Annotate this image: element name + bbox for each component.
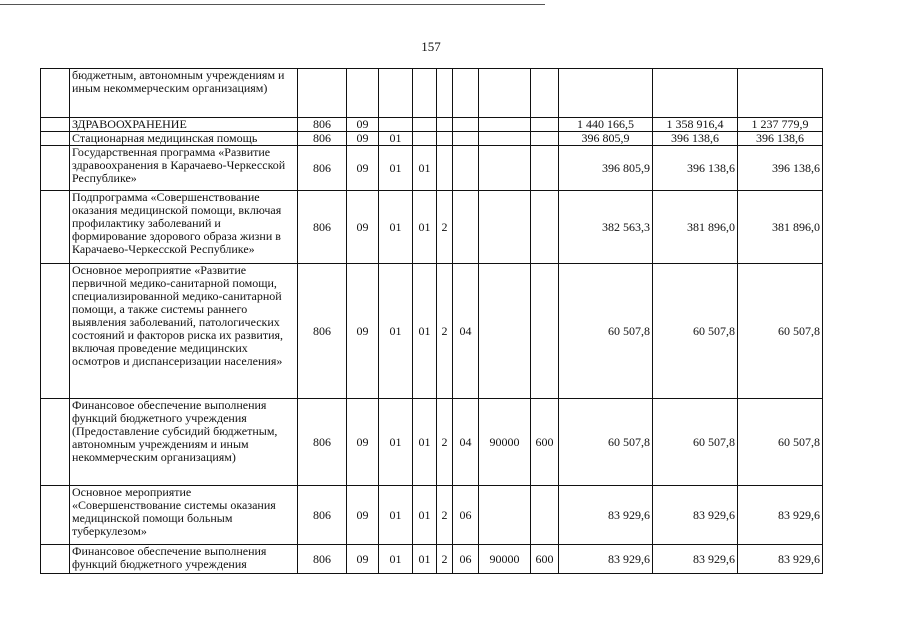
program-code-cell: 01 <box>413 399 437 486</box>
direction-code-cell <box>479 69 531 118</box>
section-code-cell: 09 <box>347 545 379 574</box>
expense-type-code-cell <box>531 118 559 132</box>
table-row <box>41 118 823 132</box>
amount-year-2-cell: 396 138,6 <box>653 146 738 191</box>
item-name-cell: Финансовое обеспечение выполнения функций бюджетного учреждения (Предоставление субсидий бюджетным, автономным учреждениям и иным некоммерческим организациям) <box>70 399 298 486</box>
event-code-cell <box>453 118 479 132</box>
expense-type-code-cell: 600 <box>531 399 559 486</box>
amount-year-1-cell: 60 507,8 <box>559 399 653 486</box>
row-marker-cell <box>41 118 70 132</box>
amount-year-3-cell <box>738 69 823 118</box>
expense-type-code-cell <box>531 486 559 545</box>
section-code-cell: 09 <box>347 118 379 132</box>
amount-year-1-cell: 382 563,3 <box>559 191 653 264</box>
table-row <box>41 132 823 146</box>
subsection-code-cell: 01 <box>379 264 413 399</box>
amount-year-2-cell <box>653 69 738 118</box>
page-number: 157 <box>421 39 441 54</box>
subprogram-code-cell <box>437 69 453 118</box>
program-code-cell: 01 <box>413 191 437 264</box>
event-code-cell: 06 <box>453 486 479 545</box>
gr-code-cell: 806 <box>298 399 347 486</box>
amount-year-3-cell: 396 138,6 <box>738 132 823 146</box>
event-code-cell: 04 <box>453 399 479 486</box>
amount-year-2-cell: 1 358 916,4 <box>653 118 738 132</box>
subprogram-code-cell <box>437 118 453 132</box>
section-code-cell: 09 <box>347 264 379 399</box>
gr-code-cell: 806 <box>298 191 347 264</box>
amount-year-1-cell: 83 929,6 <box>559 545 653 574</box>
amount-year-3-cell: 1 237 779,9 <box>738 118 823 132</box>
event-code-cell: 06 <box>453 545 479 574</box>
amount-year-2-cell: 396 138,6 <box>653 132 738 146</box>
table-row <box>41 545 823 574</box>
amount-year-2-cell: 60 507,8 <box>653 264 738 399</box>
item-name-cell: Финансовое обеспечение выполнения функций бюджетного учреждения <box>70 545 298 574</box>
program-code-cell: 01 <box>413 545 437 574</box>
program-code-cell: 01 <box>413 486 437 545</box>
direction-code-cell <box>479 146 531 191</box>
item-name-cell: бюджетным, автономным учреждениям и иным некоммерческим организациям) <box>70 69 298 118</box>
amount-year-1-cell: 1 440 166,5 <box>559 118 653 132</box>
gr-code-cell: 806 <box>298 264 347 399</box>
table-row <box>41 399 823 486</box>
item-name-cell: Основное мероприятие «Совершенствование системы оказания медицинской помощи больным туберкулезом» <box>70 486 298 545</box>
gr-code-cell: 806 <box>298 545 347 574</box>
amount-year-3-cell: 396 138,6 <box>738 146 823 191</box>
direction-code-cell <box>479 191 531 264</box>
program-code-cell <box>413 118 437 132</box>
subsection-code-cell: 01 <box>379 399 413 486</box>
subsection-code-cell: 01 <box>379 146 413 191</box>
table-row <box>41 191 823 264</box>
amount-year-3-cell: 60 507,8 <box>738 264 823 399</box>
expense-type-code-cell <box>531 264 559 399</box>
gr-code-cell: 806 <box>298 118 347 132</box>
subsection-code-cell: 01 <box>379 545 413 574</box>
gr-code-cell: 806 <box>298 146 347 191</box>
subprogram-code-cell: 2 <box>437 399 453 486</box>
expense-type-code-cell: 600 <box>531 545 559 574</box>
item-name-cell: ЗДРАВООХРАНЕНИЕ <box>70 118 298 132</box>
section-code-cell: 09 <box>347 191 379 264</box>
section-code-cell: 09 <box>347 132 379 146</box>
section-code-cell: 09 <box>347 146 379 191</box>
table-row <box>41 146 823 191</box>
item-name-cell: Государственная программа «Развитие здравоохранения в Карачаево-Черкесской Республике» <box>70 146 298 191</box>
subsection-code-cell: 01 <box>379 132 413 146</box>
row-marker-cell <box>41 486 70 545</box>
expense-type-code-cell <box>531 191 559 264</box>
budget-table <box>40 68 823 574</box>
amount-year-2-cell: 60 507,8 <box>653 399 738 486</box>
subprogram-code-cell: 2 <box>437 191 453 264</box>
amount-year-3-cell: 60 507,8 <box>738 399 823 486</box>
expense-type-code-cell <box>531 132 559 146</box>
amount-year-1-cell <box>559 69 653 118</box>
direction-code-cell: 90000 <box>479 545 531 574</box>
gr-code-cell: 806 <box>298 486 347 545</box>
subsection-code-cell <box>379 118 413 132</box>
amount-year-3-cell: 83 929,6 <box>738 545 823 574</box>
gr-code-cell: 806 <box>298 132 347 146</box>
item-name-cell: Подпрограмма «Совершенствование оказания медицинской помощи, включая профилактику заболеваний и формирование здорового образа жизни в Карачаево-Черкесской Республике» <box>70 191 298 264</box>
direction-code-cell <box>479 486 531 545</box>
program-code-cell <box>413 69 437 118</box>
row-marker-cell <box>41 264 70 399</box>
item-name-cell: Основное мероприятие «Развитие первичной медико-санитарной помощи, специализированной медико-санитарной помощи, а также системы раннего выявления заболеваний, патологических состояний и факторов риска их развития, включая проведение медицинских осмотров и диспансеризации населения» <box>70 264 298 399</box>
subprogram-code-cell <box>437 146 453 191</box>
subsection-code-cell <box>379 69 413 118</box>
item-name-cell: Стационарная медицинская помощь <box>70 132 298 146</box>
direction-code-cell <box>479 264 531 399</box>
top-rule <box>0 4 545 5</box>
subsection-code-cell: 01 <box>379 486 413 545</box>
gr-code-cell <box>298 69 347 118</box>
expense-type-code-cell <box>531 146 559 191</box>
program-code-cell: 01 <box>413 146 437 191</box>
amount-year-2-cell: 83 929,6 <box>653 486 738 545</box>
amount-year-1-cell: 396 805,9 <box>559 132 653 146</box>
subprogram-code-cell: 2 <box>437 545 453 574</box>
row-marker-cell <box>41 191 70 264</box>
direction-code-cell <box>479 132 531 146</box>
event-code-cell <box>453 191 479 264</box>
table-row <box>41 486 823 545</box>
direction-code-cell <box>479 118 531 132</box>
event-code-cell <box>453 69 479 118</box>
direction-code-cell: 90000 <box>479 399 531 486</box>
expense-type-code-cell <box>531 69 559 118</box>
subprogram-code-cell <box>437 132 453 146</box>
section-code-cell: 09 <box>347 399 379 486</box>
row-marker-cell <box>41 399 70 486</box>
subprogram-code-cell: 2 <box>437 486 453 545</box>
subprogram-code-cell: 2 <box>437 264 453 399</box>
section-code-cell <box>347 69 379 118</box>
row-marker-cell <box>41 545 70 574</box>
program-code-cell: 01 <box>413 264 437 399</box>
amount-year-1-cell: 83 929,6 <box>559 486 653 545</box>
row-marker-cell <box>41 69 70 118</box>
amount-year-3-cell: 381 896,0 <box>738 191 823 264</box>
event-code-cell: 04 <box>453 264 479 399</box>
amount-year-2-cell: 83 929,6 <box>653 545 738 574</box>
row-marker-cell <box>41 132 70 146</box>
amount-year-1-cell: 396 805,9 <box>559 146 653 191</box>
section-code-cell: 09 <box>347 486 379 545</box>
table-row <box>41 69 823 118</box>
table-row <box>41 264 823 399</box>
subsection-code-cell: 01 <box>379 191 413 264</box>
event-code-cell <box>453 146 479 191</box>
event-code-cell <box>453 132 479 146</box>
row-marker-cell <box>41 146 70 191</box>
amount-year-1-cell: 60 507,8 <box>559 264 653 399</box>
amount-year-3-cell: 83 929,6 <box>738 486 823 545</box>
program-code-cell <box>413 132 437 146</box>
amount-year-2-cell: 381 896,0 <box>653 191 738 264</box>
